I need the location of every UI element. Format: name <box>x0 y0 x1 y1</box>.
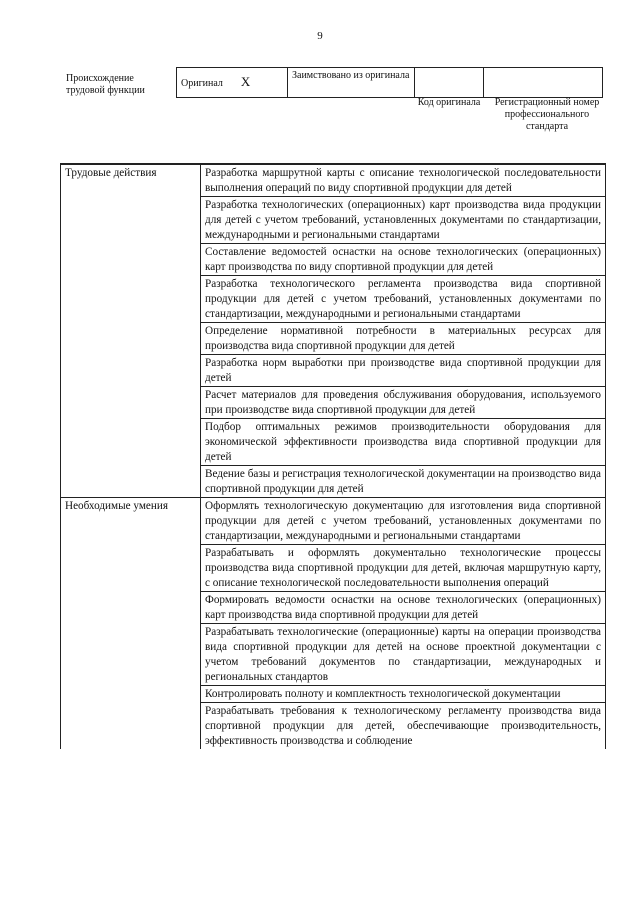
page-number: 9 <box>317 30 323 42</box>
labor-action-item: Разработка маршрутной карты с описание технологической последовательности выполнения операций по виду спортивной продукции для детей <box>201 164 606 197</box>
reg-number-label: Регистрационный номер профессионального стандарта <box>494 97 600 132</box>
skill-item: Разрабатывать требования к технологическому регламенту производства вида спортивной продукции для детей, обеспечивающие производительность, эффективность производства и соблюдение <box>201 703 606 750</box>
function-table <box>60 163 606 749</box>
original-mark: X <box>240 74 251 89</box>
labor-actions-label: Трудовые действия <box>61 164 201 498</box>
labor-action-item: Разработка технологического регламента производства вида спортивной продукции для детей с учетом требований, установленных документами по стандартизации, международными и региональными стандартами <box>201 276 606 323</box>
original-cell <box>177 68 288 98</box>
labor-action-item: Определение нормативной потребности в материальных ресурсах для производства вида спортивной продукции для детей <box>201 323 606 355</box>
skill-item: Контролировать полноту и комплектность технологической документации <box>201 686 606 703</box>
borrowed-label: Заимствовано из оригинала <box>292 70 410 81</box>
code-cell <box>415 68 484 98</box>
skill-item: Формировать ведомости оснастки на основе технологических (операционных) карт производства вида спортивной продукции для детей <box>201 592 606 624</box>
table-row <box>61 498 606 545</box>
labor-action-item: Подбор оптимальных режимов производительности оборудования для экономической эффективности производства вида спортивной продукции для детей <box>201 419 606 466</box>
labor-action-item: Составление ведомостей оснастки на основе технологических (операционных) карт производства по виду спортивной продукции для детей <box>201 244 606 276</box>
code-label: Код оригинала <box>417 97 481 108</box>
table-row <box>61 164 606 197</box>
origin-table <box>176 67 603 98</box>
labor-action-item: Разработка норм выработки при производстве вида спортивной продукции для детей <box>201 355 606 387</box>
original-label: Оригинал <box>181 78 223 89</box>
labor-action-item: Ведение базы и регистрация технологической документации на производство вида спортивной продукции для детей <box>201 466 606 498</box>
origin-label: Происхождение трудовой функции <box>66 73 145 96</box>
reg-number-cell <box>484 68 603 98</box>
borrowed-cell <box>288 68 415 98</box>
skill-item: Оформлять технологическую документацию для изготовления вида спортивной продукции для детей с учетом требований, установленных документами по стандартизации, международными и региональными стандартами <box>201 498 606 545</box>
required-skills-label: Необходимые умения <box>61 498 201 750</box>
labor-action-item: Расчет материалов для проведения обслуживания оборудования, используемого при производстве вида спортивной продукции для детей <box>201 387 606 419</box>
skill-item: Разрабатывать и оформлять документально технологические процессы производства вида спортивной продукции для детей, включая маршрутную карту, с описание технологической последовательности выполнения операций <box>201 545 606 592</box>
skill-item: Разрабатывать технологические (операционные) карты на операции производства вида спортивной продукции для детей на основе проектной документации с учетом требований документов по стандартизации, международных и региональных стандартов <box>201 624 606 686</box>
labor-action-item: Разработка технологических (операционных) карт производства вида продукции для детей с учетом требований, установленных документами по стандартизации, международными и региональными стандартами <box>201 197 606 244</box>
